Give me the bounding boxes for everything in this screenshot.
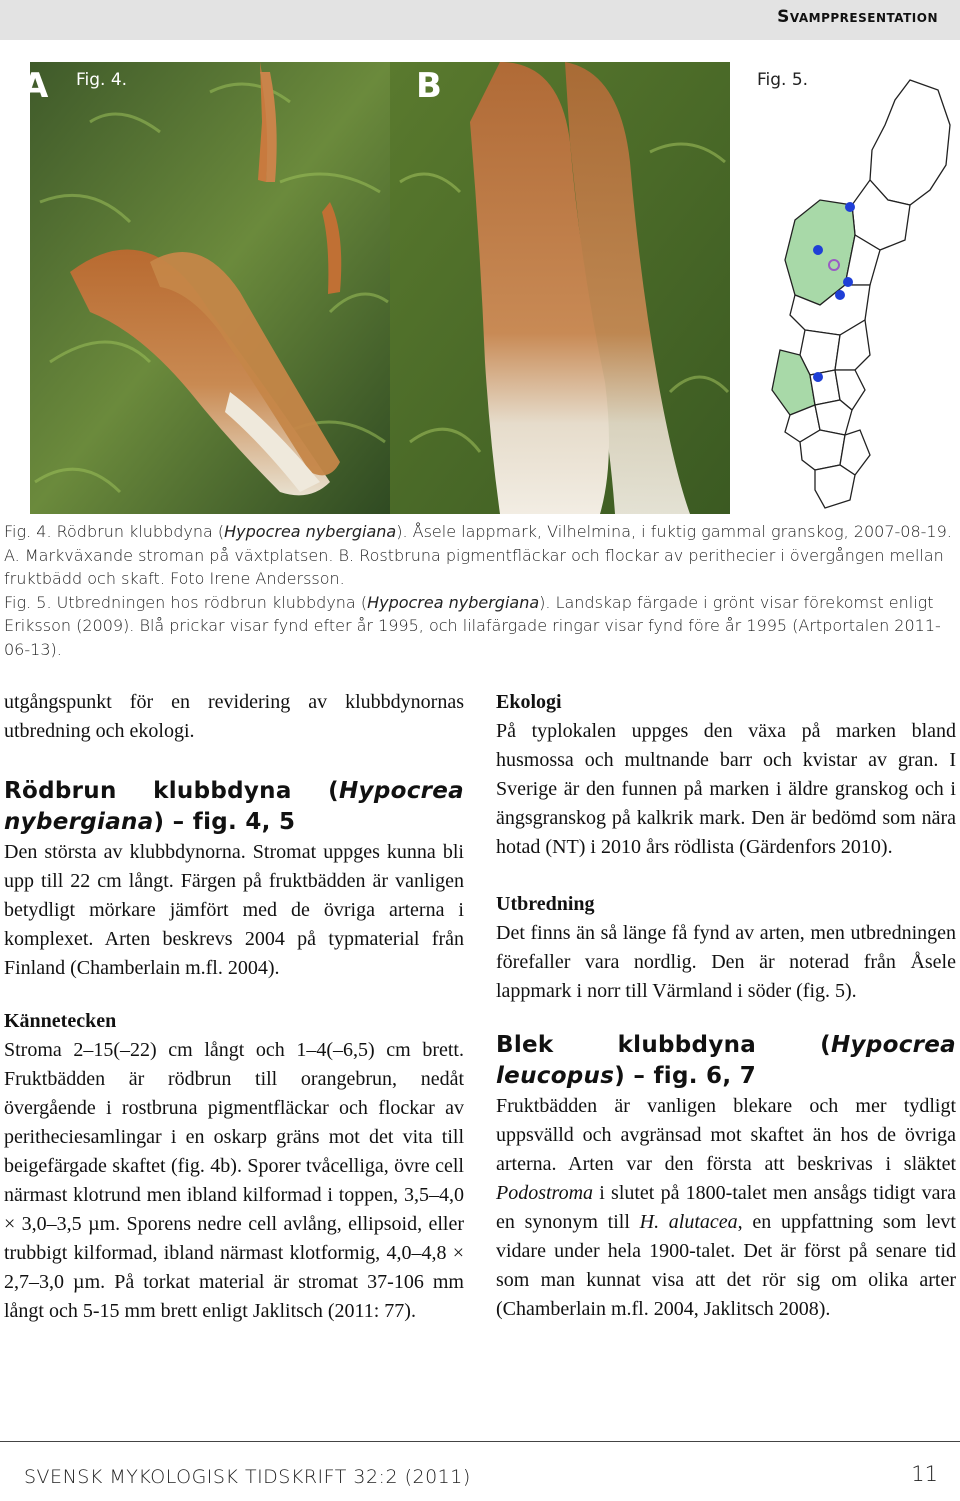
panel-label-a: A bbox=[22, 66, 49, 106]
fig4-caption: Fig. 4. Rödbrun klubbdyna (Hypocrea nybergiana). Åsele lappmark, Vilhelmina, i fuktig gammal granskog, 2007-08-19. A. Markväxande stroman på växtplatsen. B. Rostbruna pigmentfläckar och flockar av perithecier i övergången mellan fruktbädd och skaft. Foto Irene Andersson. bbox=[4, 522, 952, 588]
section-title: Svamppresentation bbox=[777, 7, 938, 27]
ekologi-heading: Ekologi bbox=[496, 691, 562, 713]
kannetecken-paragraph: Stroma 2–15(–22) cm långt och 1–4(–6,5) cm brett. Fruktbädden är rödbrun till orangebrun, nedåt övergående i rostbruna pigmentfläckar och flockar av peritheciesamlingar i en oskarp gräns mot det vita till beigefärgade skaftet (fig. 4b). Sporer tvåcelliga, övre cell närmast klotrund men ibland kilformad i toppen, 3,5–4,0 × 3,0–3,5 µm. Sporens nedre cell avlång, ellipsoid, eller trubbigt kilformad, ibland närmast klotformig, 4,0–4,8 × 2,7–3,0 µm. På torkat material är stromat 37-106 mm långt och 5-15 mm brett enligt Jaklitsch (2011: 77). bbox=[4, 1039, 464, 1322]
kannetecken-heading: Kännetecken bbox=[4, 1010, 117, 1032]
species-heading-rodbrun: Rödbrun klubbdyna (Hypocrea nybergiana) – fig. 4, 5 bbox=[4, 778, 464, 835]
utbredning-paragraph: Det finns än så länge få fynd av arten, men utbredningen förefaller vara nordlig. Den är noterad från Åsele lappmark i norr till Värmland i söder (fig. 5). bbox=[496, 922, 956, 1002]
species-paragraph: Den största av klubbdynorna. Stromat uppges kunna bli upp till 22 cm långt. Färgen på fruktbädden är vanligen betydligt mörkare jämfört med de övriga arterna i komplexet. Arten beskrevs 2004 på typmaterial från Finland (Chamberlain m.fl. 2004). bbox=[4, 841, 464, 979]
species-heading-blek: Blek klubbdyna (Hypocrea leucopus) – fig. 6, 7 bbox=[496, 1032, 956, 1089]
blek-paragraph: Fruktbädden är vanligen blekare och mer tydligt uppsvälld och avgränsad mot skaftet än hos de övriga arterna. Arten var den första att beskrivas i släktet Podostroma i slutet på 1800-talet men ansågs tidigt vara en synonym till H. alutacea, en uppfattning som levt vidare under hela 1900-talet. Det är först på senare tid som man kunnat visa att det rör sig om olika arter (Chamberlain m.fl. 2004, Jaklitsch 2008). bbox=[496, 1095, 956, 1320]
right-column bbox=[496, 688, 956, 1324]
fig4-label: Fig. 4. bbox=[76, 70, 128, 90]
page-number: 11 bbox=[911, 1462, 938, 1486]
left-column bbox=[4, 688, 464, 1326]
fig5-caption: Fig. 5. Utbredningen hos rödbrun klubbdyna (Hypocrea nybergiana). Landskap färgade i grönt visar förekomst enligt Eriksson (2009). Blå prickar visar fynd efter år 1995, och lilafärgade ringar visar fynd före år 1995 (Artportalen 2011-06-13). bbox=[4, 592, 941, 659]
footer-divider bbox=[0, 1441, 960, 1442]
photo-panel-a bbox=[30, 62, 390, 514]
intro-paragraph: utgångspunkt för en revidering av klubbdynornas utbredning och ekologi. bbox=[4, 691, 464, 742]
journal-title: SVENSK MYKOLOGISK TIDSKRIFT 32:2 (2011) bbox=[24, 1466, 471, 1488]
fig5-label: Fig. 5. bbox=[757, 70, 809, 90]
photo-panel-b bbox=[390, 62, 730, 514]
utbredning-heading: Utbredning bbox=[496, 893, 595, 915]
sweden-distribution-map bbox=[760, 70, 956, 514]
figure-caption bbox=[4, 520, 956, 661]
ekologi-paragraph: På typlokalen uppges den växa på marken bland husmossa och multnande barr och kvistar av gran. I Sverige är den funnen på marken i äldre granskog och i ängsgranskog på kalkrik mark. Den är bedömd som nära hotad (NT) i 2010 års rödlista (Gärdenfors 2010). bbox=[496, 720, 956, 858]
panel-label-b: B bbox=[416, 66, 442, 106]
